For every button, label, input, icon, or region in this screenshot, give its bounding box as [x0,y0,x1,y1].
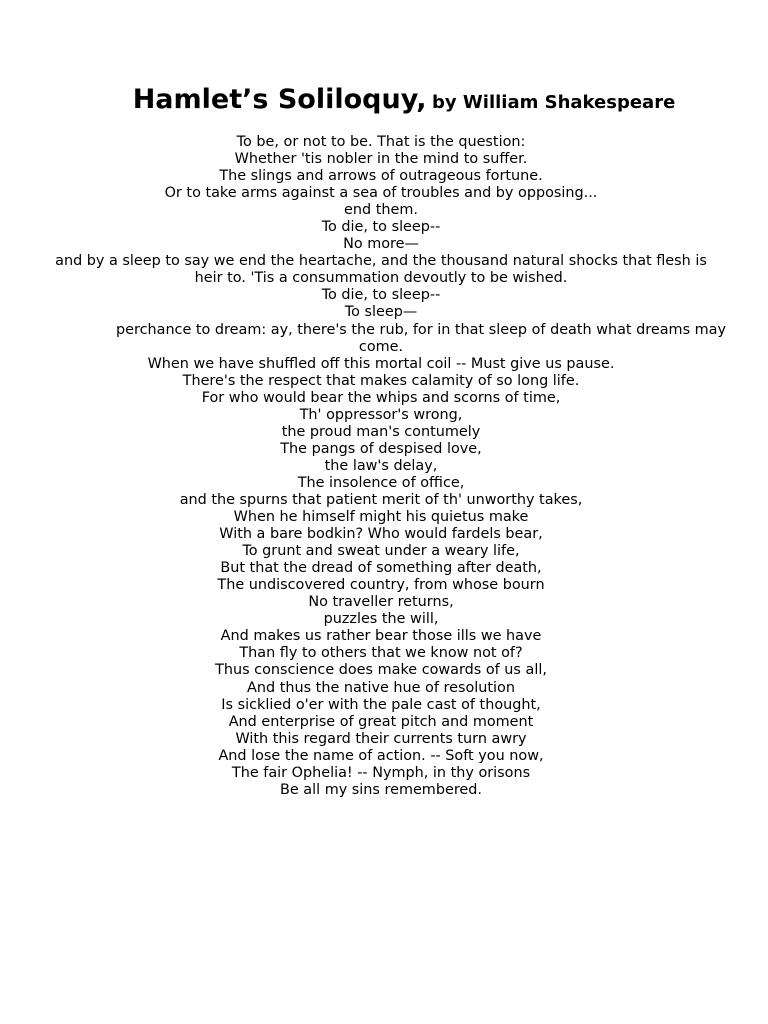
poem-line: And enterprise of great pitch and moment [228,713,534,730]
poem-line: And lose the name of action. -- Soft you now, [218,747,544,764]
poem-line: The pangs of despised love, [280,440,482,457]
poem-line: and the spurns that patient merit of th' unworthy takes, [179,491,583,508]
poem-line: end them. [344,202,418,219]
poem-line: puzzles the will, [323,611,439,628]
poem-line: the proud man's contumely [281,423,481,440]
poem-line: heir to. 'Tis a consummation devoutly to be wished. [194,270,568,287]
poem-line: And thus the native hue of resolution [247,679,515,696]
poem-line: No more— [343,236,419,253]
poem-line: For who would bear the whips and scorns of time, [201,389,561,406]
page-title [30,84,768,115]
poem-line: To die, to sleep-- [321,287,441,304]
poem-line: There's the respect that makes calamity of so long life. [182,372,580,389]
poem-line: The insolence of office, [297,474,465,491]
poem-line: When we have shuffled off this mortal coil -- Must give us pause. [147,355,615,372]
poem-line: To sleep— [344,304,418,321]
poem-line: Th' oppressor's wrong, [299,406,463,423]
poem-line: To die, to sleep-- [321,219,441,236]
poem-line: Or to take arms against a sea of troubles and by opposing... [164,185,598,202]
poem-line: the law's delay, [324,457,438,474]
poem-line: With this regard their currents turn awry [235,730,527,747]
poem-line: Be all my sins remembered. [280,781,482,798]
poem-line: Than fly to others that we know not of? [239,645,523,662]
byline-text: by William Shakespeare [432,92,676,113]
poem-line: Whether 'tis nobler in the mind to suffer. [234,151,528,168]
poem-line: come. [358,338,404,355]
poem-line: perchance to dream: ay, there's the rub, for in that sleep of death what dreams may [116,321,726,338]
poem-line: To grunt and sweat under a weary life, [242,543,520,560]
poem-line: and by a sleep to say we end the heartache, and the thousand natural shocks that flesh is [55,253,707,270]
poem-line: With a bare bodkin? Who would fardels bear, [219,526,543,543]
poem-line: Is sicklied o'er with the pale cast of thought, [221,696,541,713]
poem-line: But that the dread of something after death, [220,560,542,577]
poem-line: The undiscovered country, from whose bourn [217,577,545,594]
poem-line: When he himself might his quietus make [233,509,529,526]
poem-line: To be, or not to be. That is the question: [236,134,526,150]
poem-line: The fair Ophelia! -- Nymph, in thy orisons [231,764,531,781]
title-text: Hamlet’s Soliloquy, [132,84,427,115]
poem-body [26,134,736,799]
poem-line: No traveller returns, [308,594,454,611]
poem-line: And makes us rather bear those ills we have [220,628,542,645]
poem-line: Thus conscience does make cowards of us all, [215,662,547,679]
poem-line: The slings and arrows of outrageous fortune. [219,168,543,185]
